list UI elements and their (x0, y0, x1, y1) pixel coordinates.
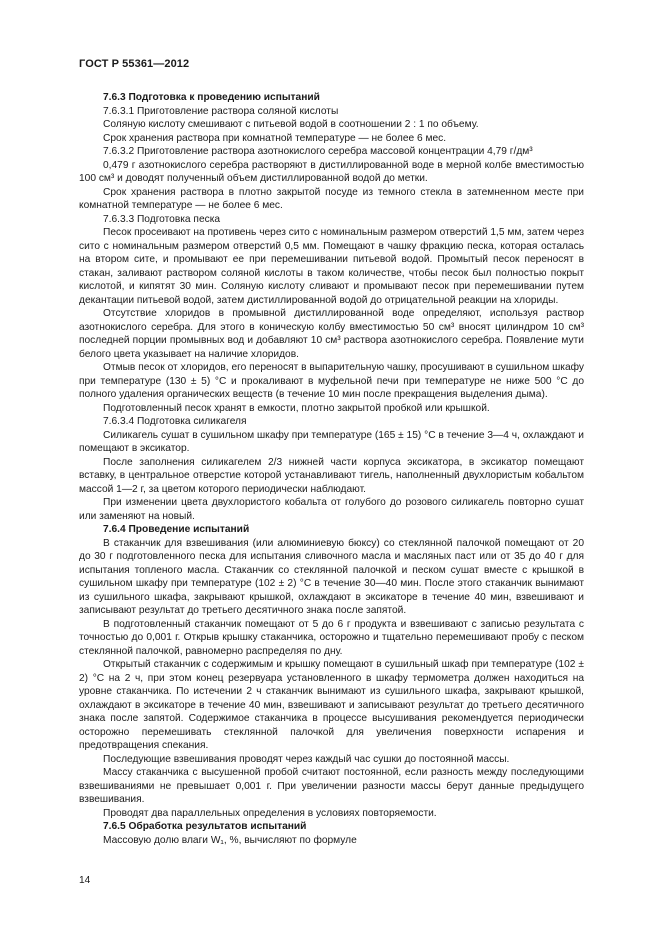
paragraph: Отсутствие хлоридов в промывной дистиллированной воде определяют, используя раствор азотнокислого серебра. Для этого в коническую колбу вместимостью 50 см³ вносят цилиндром 10 см³ последней порции промывных вод и добавляют 10 см³ раствора азотнокислого серебра. Появление мути белого цвета указывает на наличие хлоридов. (79, 308, 584, 360)
paragraph: 7.6.3.2 Приготовление раствора азотнокислого серебра массовой концентрации 4,79 г/дм³ (103, 146, 533, 157)
paragraph: Последующие взвешивания проводят через каждый час сушки до постоянной массы. (103, 753, 510, 765)
paragraph: 7.6.3.3 Подготовка песка (103, 213, 221, 225)
paragraph: Срок хранения раствора в плотно закрытой посуде из темного стекла в затемненном месте при комнатной температуре — не более 6 мес. (79, 186, 584, 211)
paragraph: Срок хранения раствора при комнатной температуре — не более 6 мес. (103, 132, 447, 144)
paragraph: Массовую долю влаги W₁, %, вычисляют по формуле (103, 834, 357, 846)
paragraph: В подготовленный стаканчик помещают от 5 до 6 г продукта и взвешивают с записью результата с точностью до 0,001 г. Открыв крышку стаканчика, осторожно и тщательно перемешивают пробу с песком стеклянной палочкой, равномерно распределяя по дну. (79, 618, 584, 657)
paragraph: 7.6.3.1 Приготовление раствора соляной кислоты (103, 105, 339, 117)
paragraph: После заполнения силикагелем 2/3 нижней части корпуса эксикатора, в эксикатор помещают вставку, в центральное отверстие которой устанавливают тигель, наполненный двухлористым кобальтом массой 1—2 г, за цветом которого периодически наблюдают. (79, 456, 584, 495)
paragraph: Песок просеивают на противень через сито с номинальным размером отверстий 1,5 мм, затем через сито с номинальным размером отверстий 0,5 мм. Помещают в чашку фракцию песка, которая осталась на втором сите, и промывают ее при перемешивании питьевой водой. Промытый песок переносят в стакан, заливают раствором соляной кислоты в таком количестве, чтобы песок был полностью покрыт кислотой, и кипятят 30 мин. Соляную кислоту сливают и промывают песок при перемешивании путем декантации питьевой водой, затем дистиллированной водой до отрицательной реакции на хлориды. (79, 227, 584, 306)
section-heading: 7.6.4 Проведение испытаний (103, 524, 250, 535)
section-heading: 7.6.3 Подготовка к проведению испытаний (103, 92, 320, 103)
paragraph: При изменении цвета двухлористого кобальта от голубого до розового силикагель повторно сушат или заменяют на новый. (79, 497, 584, 522)
paragraph: 7.6.3.4 Подготовка силикагеля (103, 416, 247, 427)
paragraph: В стаканчик для взвешивания (или алюминиевую бюксу) со стеклянной палочкой помещают от 20 до 30 г подготовленного песка для испытания сливочного масла и масляных паст или от 35 до 40 г для испытания топленого масла. Стаканчик со стеклянной палочкой и песком сушат вместе с крышкой в сушильном шкафу при температуре (102 ± 2) °С в течение 30—40 мин. После этого стаканчик вынимают из сушильного шкафа, закрывают крышкой, охлаждают в эксикаторе в течение 40 мин, взвешивают и записывают результат до третьего десятичного знака после запятой. (79, 537, 584, 616)
page-number: 14 (79, 875, 91, 886)
paragraph: Соляную кислоту смешивают с питьевой водой в соотношении 2 : 1 по объему. (103, 119, 479, 130)
paragraph: Массу стаканчика с высушенной пробой считают постоянной, если разность между последующими взвешиваниями не превышает 0,001 г. При увеличении разности массы берут данные предыдущего взвешивания. (79, 767, 584, 805)
section-heading: 7.6.5 Обработка результатов испытаний (103, 821, 307, 832)
paragraph: Открытый стаканчик с содержимым и крышку помещают в сушильный шкаф при температуре (102 ± 2) °С на 2 ч, при этом конец резервуара установленного в шкафу термометра должен находиться на уровне стаканчика. По истечении 2 ч стаканчик вынимают из сушильного шкафа, закрывают крышкой, охлаждают в эксикаторе в течение 40 мин, взвешивают и записывают результат до третьего десятичного знака после запятой. Содержимое стаканчика в процессе высушивания рекомендуется периодически осторожно перемешивать стеклянной палочкой для увеличения поверхности испарения и предотвращения спекания. (79, 659, 584, 751)
paragraph: 0,479 г азотнокислого серебра растворяют в дистиллированной воде в мерной колбе вместимостью 100 см³ и доводят полученный объем дистиллированной водой до метки. (79, 159, 584, 184)
paragraph: Силикагель сушат в сушильном шкафу при температуре (165 ± 15) °С в течение 3—4 ч, охлаждают и помещают в эксикатор. (79, 429, 584, 454)
paragraph: Подготовленный песок хранят в емкости, плотно закрытой пробкой или крышкой. (103, 402, 490, 414)
paragraph: Отмыв песок от хлоридов, его переносят в выпарительную чашку, просушивают в сушильном шкафу при температуре (130 ± 5) °С и прокаливают в муфельной печи при температуре не ниже 500 °С до полного удаления органических веществ (в течение 10 мин после прекращения выделения дыма). (79, 362, 584, 400)
document-header: ГОСТ Р 55361—2012 (79, 58, 190, 70)
document-body (79, 91, 584, 847)
paragraph: Проводят два параллельных определения в условиях повторяемости. (103, 807, 437, 819)
